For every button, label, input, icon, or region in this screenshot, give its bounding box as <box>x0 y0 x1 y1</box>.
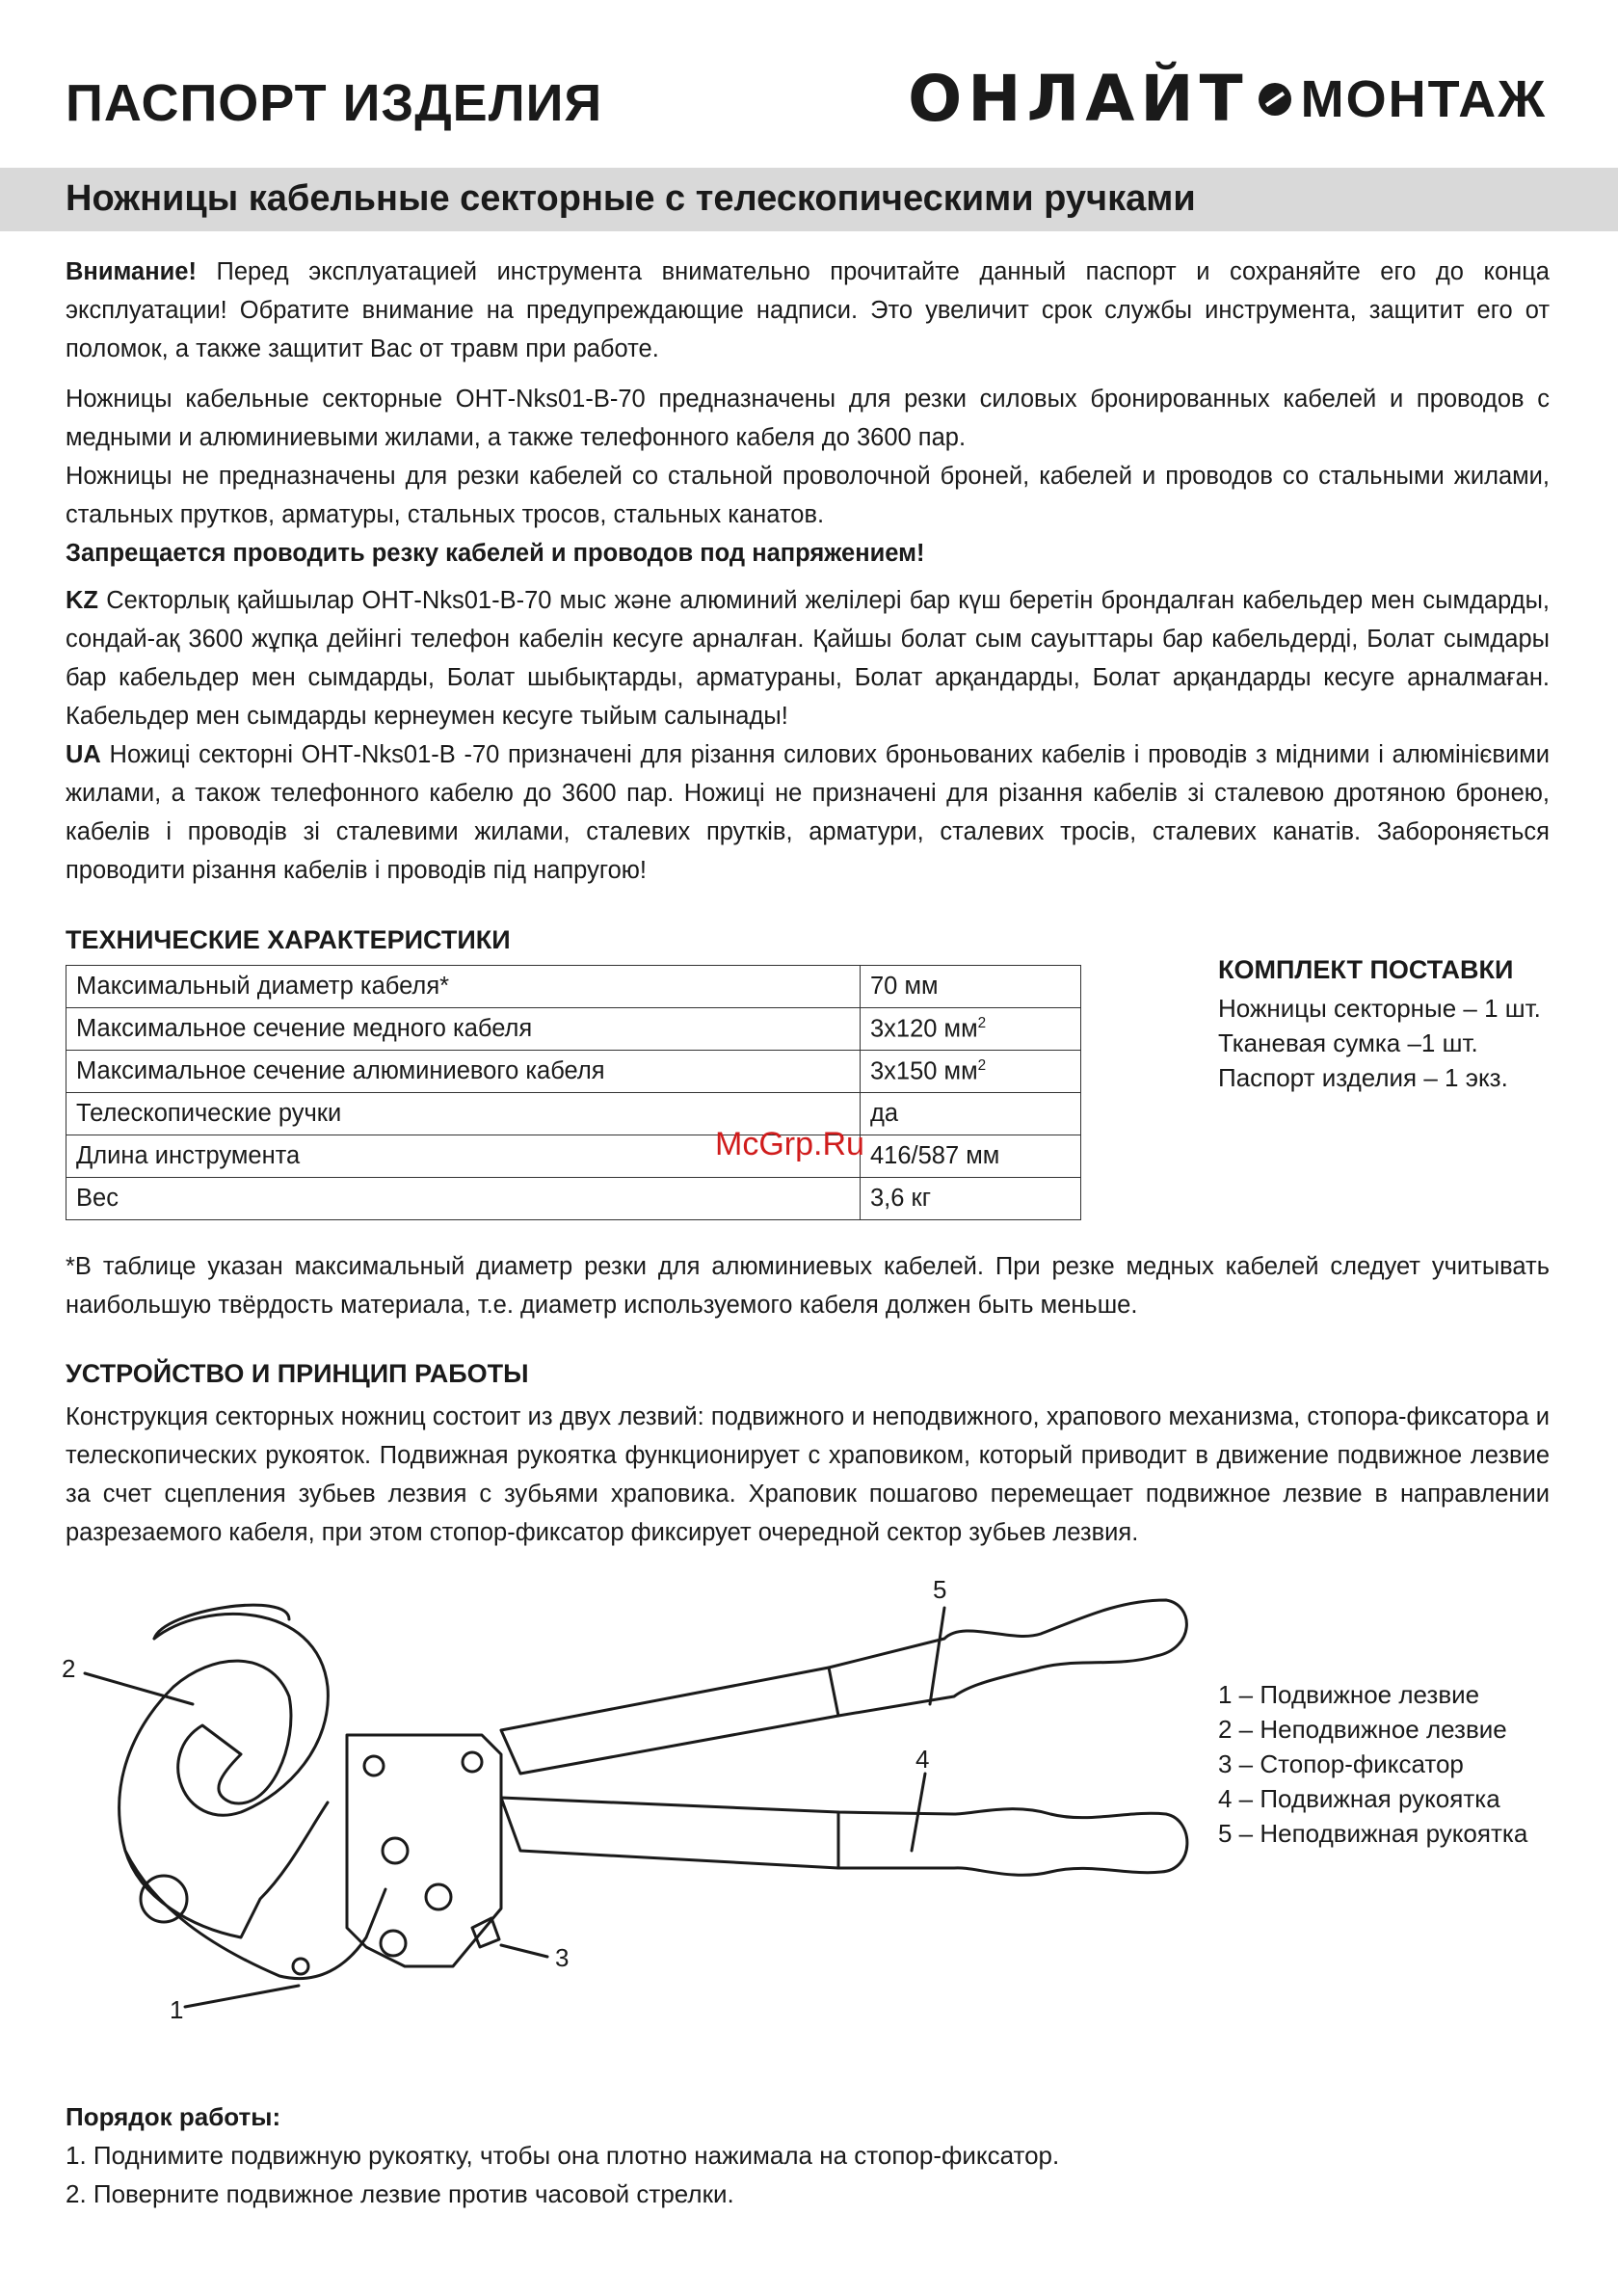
blade-rivet <box>293 1959 308 1974</box>
procedure-heading: Порядок работы: <box>66 2102 281 2131</box>
legend-item: 2 – Неподвижное лезвие <box>1218 1715 1507 1744</box>
table-row <box>66 1051 1081 1093</box>
callout-leader <box>930 1608 944 1704</box>
callout-leader <box>85 1673 193 1704</box>
brand-logo <box>908 62 1547 136</box>
spec-value-cell <box>861 1008 1081 1051</box>
spec-value: 3х150 мм <box>870 1057 978 1085</box>
plate-bolt <box>364 1756 384 1775</box>
logo-main-text: ОНЛАЙТ <box>908 62 1249 136</box>
cable-cutter-diagram <box>0 1562 1214 2101</box>
table-row <box>66 966 1081 1008</box>
callout-label: 4 <box>915 1745 930 1774</box>
spec-value: 416/587 мм <box>861 1135 1081 1178</box>
table-row <box>66 1135 1081 1178</box>
spec-value: 3х120 мм <box>870 1015 978 1043</box>
spec-unit-exponent: 2 <box>977 1014 987 1031</box>
plate-bolt <box>426 1884 451 1909</box>
diagram-legend <box>1218 1677 1527 1851</box>
spec-label: Максимальное сечение алюминиевого кабеля <box>66 1051 861 1093</box>
legend-item: 4 – Подвижная рукоятка <box>1218 1784 1500 1813</box>
specs-footnote: *В таблице указан максимальный диаметр резки для алюминиевых кабелей. При резке медных кабелей следует учитывать наибольшую твёрдость материала, т.е. диаметр используемого кабеля должен быть меньше. <box>66 1253 1550 1319</box>
procedure-step: 1. Поднимите подвижную рукоятку, чтобы она плотно нажимала на стопор-фиксатор. <box>66 2141 1060 2170</box>
kit-heading: КОМПЛЕКТ ПОСТАВКИ <box>1218 955 1514 984</box>
spec-label: Длина инструмента <box>66 1135 861 1178</box>
callout-leader <box>501 1945 547 1957</box>
legend-item: 1 – Подвижное лезвие <box>1218 1680 1480 1709</box>
kz-label: KZ <box>66 587 98 614</box>
kit-item: Паспорт изделия – 1 экз. <box>1218 1063 1508 1092</box>
procedure-step: 2. Поверните подвижное лезвие против часовой стрелки. <box>66 2179 734 2208</box>
logo-sub-text: МОНТАЖ <box>1300 69 1547 128</box>
plate-bolt <box>383 1838 408 1863</box>
page-title: ПАСПОРТ ИЗДЕЛИЯ <box>66 74 603 132</box>
spec-unit-exponent: 2 <box>977 1056 987 1074</box>
fixed-handle-joint <box>829 1668 838 1716</box>
watermark: McGrp.Ru <box>715 1126 864 1162</box>
spec-label: Телескопические ручки <box>66 1093 861 1135</box>
table-row <box>66 1008 1081 1051</box>
attention-text: Перед эксплуатацией инструмента внимательно прочитайте данный паспорт и сохраняйте его до конца эксплуатации! Обратите внимание на предупреждающие надписи. Это увеличит срок службы инструмента, защитит его от поломок, а также защитит Вас от травм при работе. <box>66 258 1550 362</box>
attention-label: Внимание! <box>66 258 197 285</box>
legend-item: 5 – Неподвижная рукоятка <box>1218 1819 1528 1848</box>
spec-value: 3,6 кг <box>861 1178 1081 1220</box>
product-subtitle: Ножницы кабельные секторные с телескопическими ручками <box>66 178 1196 219</box>
purpose-paragraph <box>66 380 1550 573</box>
kz-paragraph <box>66 581 1550 735</box>
callout-label: 1 <box>170 1995 184 2024</box>
not-intended-text: Ножницы не предназначены для резки кабелей со стальной проволочной броней, кабелей и проводов со стальными жилами, стальных прутков, арматуры, стальных тросов, стальных канатов. <box>66 463 1550 528</box>
spec-value: 70 мм <box>861 966 1081 1008</box>
device-text: Конструкция секторных ножниц состоит из двух лезвий: подвижного и неподвижного, храпового механизма, стопора-фиксатора и телескопических рукояток. Подвижная рукоятка функционирует с храповиком, который приводит в движение подвижное лезвие за счет сцепления зубьев лезвия с зубьями храповика. Храповик пошагово перемещает подвижное лезвие в направлении разрезаемого кабеля, при этом стопор-фиксатор фиксирует очередной сектор зубьев лезвия. <box>66 1403 1550 1546</box>
legend-item: 3 – Стопор-фиксатор <box>1218 1749 1464 1778</box>
kit-block <box>1218 952 1541 1095</box>
kit-item: Ножницы секторные – 1 шт. <box>1218 994 1541 1023</box>
device-heading: УСТРОЙСТВО И ПРИНЦИП РАБОТЫ <box>66 1359 529 1388</box>
callout-label: 2 <box>62 1654 76 1683</box>
table-row <box>66 1178 1081 1220</box>
callout-label: 3 <box>555 1943 570 1972</box>
plate-bolt <box>463 1752 482 1772</box>
spec-value-cell <box>861 1051 1081 1093</box>
ua-text: Ножиці секторні ОНТ-Nks01-В -70 призначені для різання силових броньованих кабелів і проводів з мідними і алюмінієвими жилами, а також телефонного кабелю до 3600 пар. Ножиці не призначені для різання кабелів зі сталевою дротяною бронею, кабелів і проводів зі сталевими жилами, сталевих прутків, арматури, сталевих тросів, сталевих канатів. Забороняється проводити різання кабелів і проводів під напругою! <box>66 741 1550 884</box>
specs-heading: ТЕХНИЧЕСКИЕ ХАРАКТЕРИСТИКИ <box>66 925 511 954</box>
ua-paragraph <box>66 735 1550 890</box>
jaw-pivot-hole <box>141 1876 187 1922</box>
prohibited-text: Запрещается проводить резку кабелей и проводов под напряжением! <box>66 540 925 567</box>
spec-value: да <box>861 1093 1081 1135</box>
moving-handle <box>501 1798 1187 1875</box>
translations-paragraph <box>66 581 1550 890</box>
spec-label: Максимальный диаметр кабеля* <box>66 966 861 1008</box>
ua-label: UA <box>66 741 101 768</box>
table-row <box>66 1093 1081 1135</box>
kz-text: Секторлық қайшылар ОНТ-Nks01-В-70 мыс және алюминий желілері бар күш беретін брондалған кабельдер мен сымдарды, сондай-ақ 3600 жұпқа дейінгі телефон кабелін кесуге арналған. Қайшы болат сым сауыттары бар кабельдерді, Болат сымдары бар кабельдер мен сымдарды, Болат шыбықтарды, арматураны, Болат арқандарды, Болат арқандарды кесуге арналмаған. Кабельдер мен сымдарды кернеумен кесуге тыйым салынады! <box>66 587 1550 730</box>
callout-leader <box>185 1986 299 2007</box>
procedure-block <box>66 2097 1059 2213</box>
fixed-handle <box>501 1600 1186 1774</box>
plate-bolt <box>381 1931 406 1956</box>
stopper-latch <box>472 1918 499 1947</box>
specs-table <box>66 965 1081 1220</box>
attention-paragraph <box>66 253 1550 368</box>
purpose-text: Ножницы кабельные секторные ОНТ-Nks01-В-70 предназначены для резки силовых бронированных кабелей и проводов с медными и алюминиевыми жилами, а также телефонного кабеля до 3600 пар. <box>66 386 1550 451</box>
spec-label: Максимальное сечение медного кабеля <box>66 1008 861 1051</box>
kit-item: Тканевая сумка –1 шт. <box>1218 1028 1478 1057</box>
callout-label: 5 <box>933 1575 947 1604</box>
fixed-blade-hook <box>154 1605 289 1639</box>
logo-dot-icon <box>1259 83 1291 116</box>
spec-label: Вес <box>66 1178 861 1220</box>
